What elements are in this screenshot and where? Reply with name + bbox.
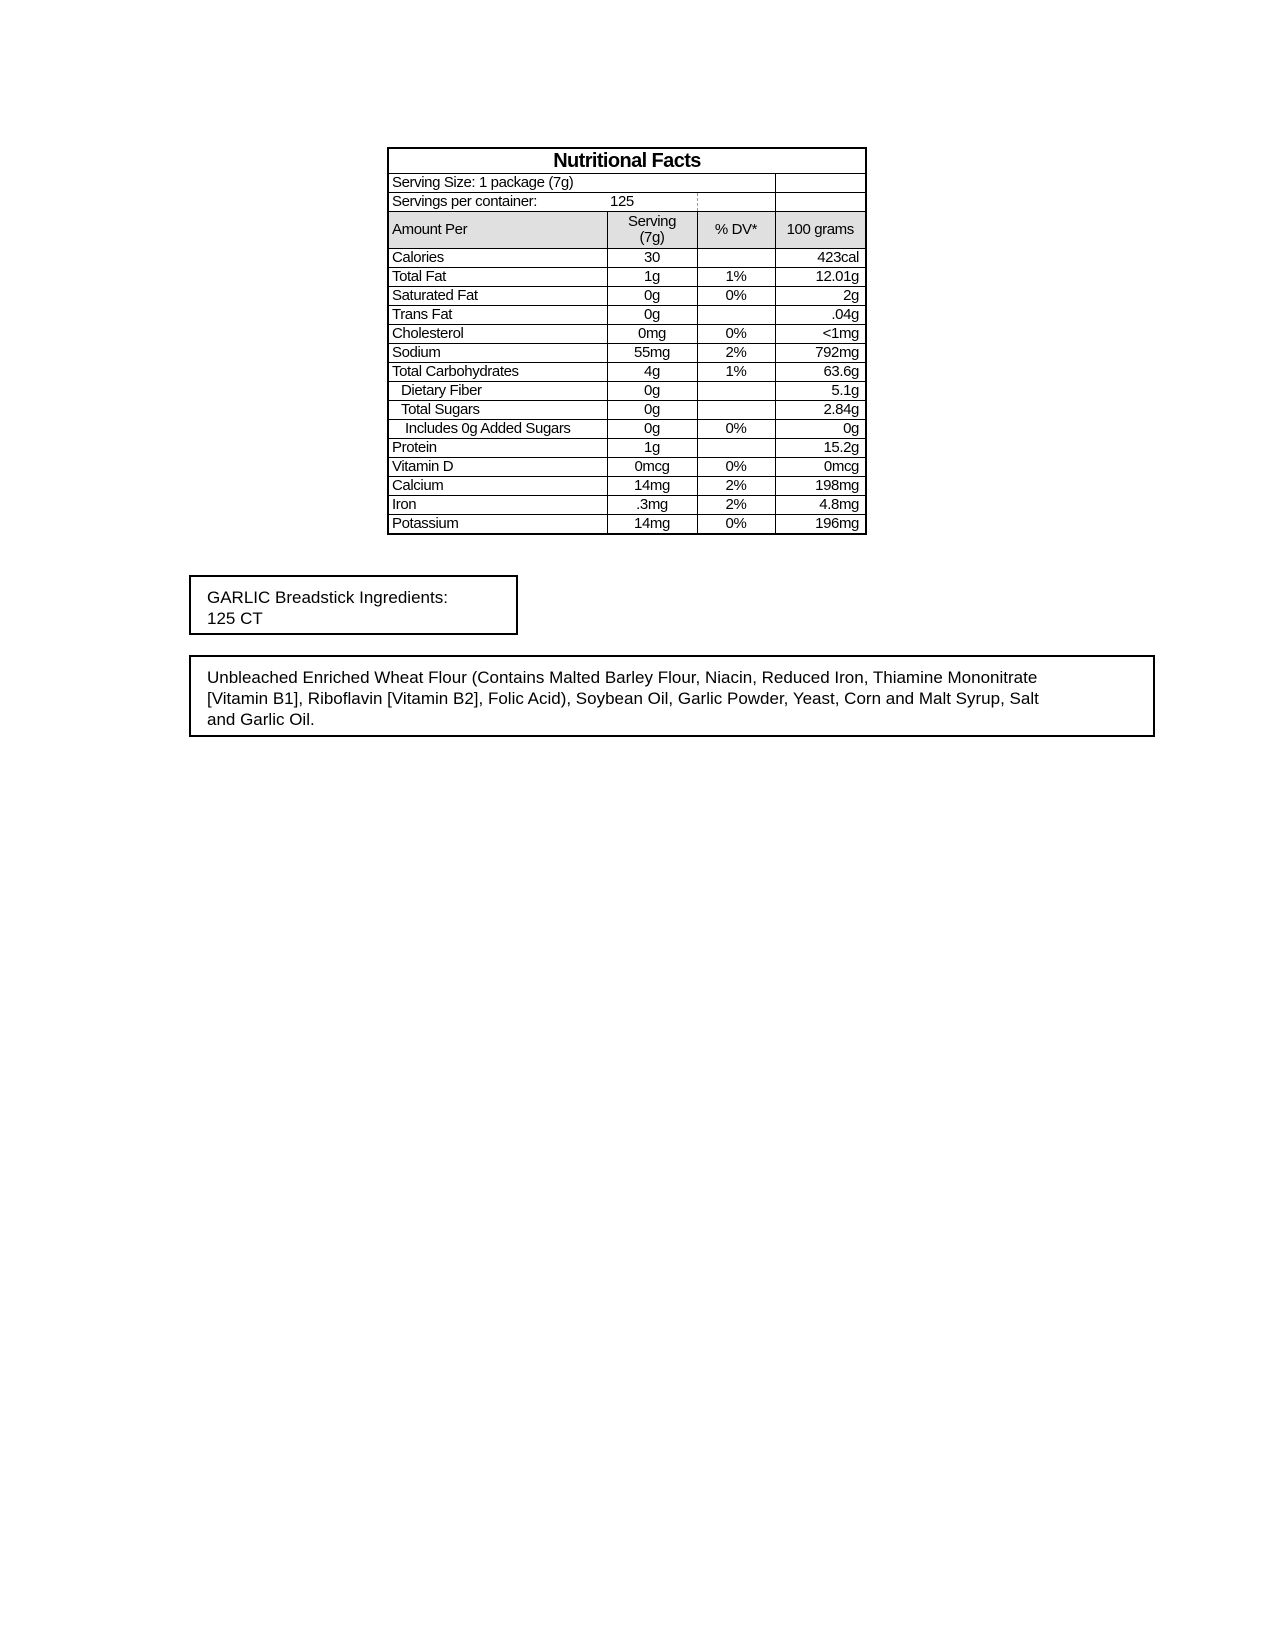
nutrient-per-100g: <1mg	[775, 325, 866, 344]
nutrient-dv	[697, 306, 775, 325]
nutrient-row	[388, 477, 866, 496]
nutrient-serving: 4g	[607, 363, 697, 382]
servings-blank	[697, 193, 775, 212]
nutrient-serving: 30	[607, 249, 697, 268]
nutrient-name: Dietary Fiber	[388, 382, 607, 401]
nutrient-dv: 0%	[697, 420, 775, 439]
nutrition-facts-table	[387, 147, 867, 535]
nutrient-serving: 0g	[607, 401, 697, 420]
servings-blank-2	[775, 193, 866, 212]
nutrient-per-100g: 423cal	[775, 249, 866, 268]
nutrient-dv: 0%	[697, 287, 775, 306]
column-header-row	[388, 212, 866, 249]
nutrient-per-100g: 0mcg	[775, 458, 866, 477]
nutrient-per-100g: 2g	[775, 287, 866, 306]
header-amount-per: Amount Per	[388, 212, 607, 249]
serving-size: Serving Size: 1 package (7g)	[388, 174, 775, 193]
nutrient-per-100g: 792mg	[775, 344, 866, 363]
nutrient-serving: 1g	[607, 439, 697, 458]
header-per-100g: 100 grams	[775, 212, 866, 249]
nutrient-name: Saturated Fat	[388, 287, 607, 306]
nutrient-per-100g: 0g	[775, 420, 866, 439]
nutrient-serving: 0g	[607, 420, 697, 439]
nutrient-row	[388, 249, 866, 268]
nutrient-per-100g: 196mg	[775, 515, 866, 535]
nutrient-name: Protein	[388, 439, 607, 458]
servings-per-container-label: Servings per container:	[388, 193, 607, 212]
nutrient-name: Calcium	[388, 477, 607, 496]
nutrient-row	[388, 439, 866, 458]
nutrient-serving: 0g	[607, 306, 697, 325]
nutrient-per-100g: 198mg	[775, 477, 866, 496]
header-dv: % DV*	[697, 212, 775, 249]
nutrient-serving: 0g	[607, 287, 697, 306]
nutrient-row	[388, 401, 866, 420]
nutrient-dv	[697, 249, 775, 268]
nutrient-row	[388, 344, 866, 363]
nutrient-dv: 0%	[697, 325, 775, 344]
nutrient-row	[388, 420, 866, 439]
nutrient-name: Calories	[388, 249, 607, 268]
header-serving	[607, 212, 697, 249]
nutrient-dv	[697, 439, 775, 458]
nutrient-row	[388, 458, 866, 477]
nutrient-row	[388, 268, 866, 287]
serving-size-blank	[775, 174, 866, 193]
nutrient-name: Sodium	[388, 344, 607, 363]
nutrient-row	[388, 363, 866, 382]
nutrient-per-100g: 63.6g	[775, 363, 866, 382]
nutrient-name: Total Fat	[388, 268, 607, 287]
nutrient-row	[388, 382, 866, 401]
header-serving-line2: (7g)	[639, 229, 665, 246]
header-serving-line1: Serving	[627, 213, 677, 230]
nutrient-per-100g: 4.8mg	[775, 496, 866, 515]
nutrient-serving: 14mg	[607, 515, 697, 535]
nutrient-per-100g: 15.2g	[775, 439, 866, 458]
nutrient-row	[388, 287, 866, 306]
nutrient-serving: 0g	[607, 382, 697, 401]
nutrient-dv: 1%	[697, 268, 775, 287]
nutrient-serving: 0mcg	[607, 458, 697, 477]
nutrient-name: Total Carbohydrates	[388, 363, 607, 382]
nutrient-row	[388, 306, 866, 325]
ingredients-line-3: and Garlic Oil.	[207, 710, 315, 729]
nutrient-name: Total Sugars	[388, 401, 607, 420]
nutrition-title: Nutritional Facts	[388, 148, 866, 174]
nutrient-name: Potassium	[388, 515, 607, 535]
nutrient-name: Vitamin D	[388, 458, 607, 477]
nutrient-dv: 0%	[697, 458, 775, 477]
nutrient-dv: 1%	[697, 363, 775, 382]
nutrient-serving: .3mg	[607, 496, 697, 515]
nutrient-per-100g: 5.1g	[775, 382, 866, 401]
nutrient-name: Cholesterol	[388, 325, 607, 344]
nutrient-serving: 14mg	[607, 477, 697, 496]
nutrient-name: Iron	[388, 496, 607, 515]
product-title: GARLIC Breadstick Ingredients:	[207, 588, 448, 607]
nutrient-name: Trans Fat	[388, 306, 607, 325]
nutrient-name: Includes 0g Added Sugars	[388, 420, 607, 439]
nutrient-rows	[388, 249, 866, 535]
ingredients-line-2: [Vitamin B1], Riboflavin [Vitamin B2], Folic Acid), Soybean Oil, Garlic Powder, Yeast, Corn and Malt Syrup, Salt	[207, 689, 1039, 708]
nutrient-row	[388, 515, 866, 535]
nutrient-dv: 2%	[697, 496, 775, 515]
servings-per-container-value: 125	[607, 193, 697, 212]
nutrient-dv: 0%	[697, 515, 775, 535]
nutrient-per-100g: 12.01g	[775, 268, 866, 287]
ingredients-box	[189, 655, 1155, 737]
nutrient-dv: 2%	[697, 477, 775, 496]
nutrient-serving: 0mg	[607, 325, 697, 344]
product-title-box	[189, 575, 518, 635]
nutrient-serving: 55mg	[607, 344, 697, 363]
nutrient-row	[388, 496, 866, 515]
nutrient-dv	[697, 401, 775, 420]
nutrient-dv	[697, 382, 775, 401]
nutrient-row	[388, 325, 866, 344]
nutrient-per-100g: .04g	[775, 306, 866, 325]
ingredients-line-1: Unbleached Enriched Wheat Flour (Contains Malted Barley Flour, Niacin, Reduced Iron, Thiamine Mononitrate	[207, 668, 1038, 687]
nutrient-dv: 2%	[697, 344, 775, 363]
nutrient-per-100g: 2.84g	[775, 401, 866, 420]
product-count: 125 CT	[207, 609, 263, 628]
nutrient-serving: 1g	[607, 268, 697, 287]
